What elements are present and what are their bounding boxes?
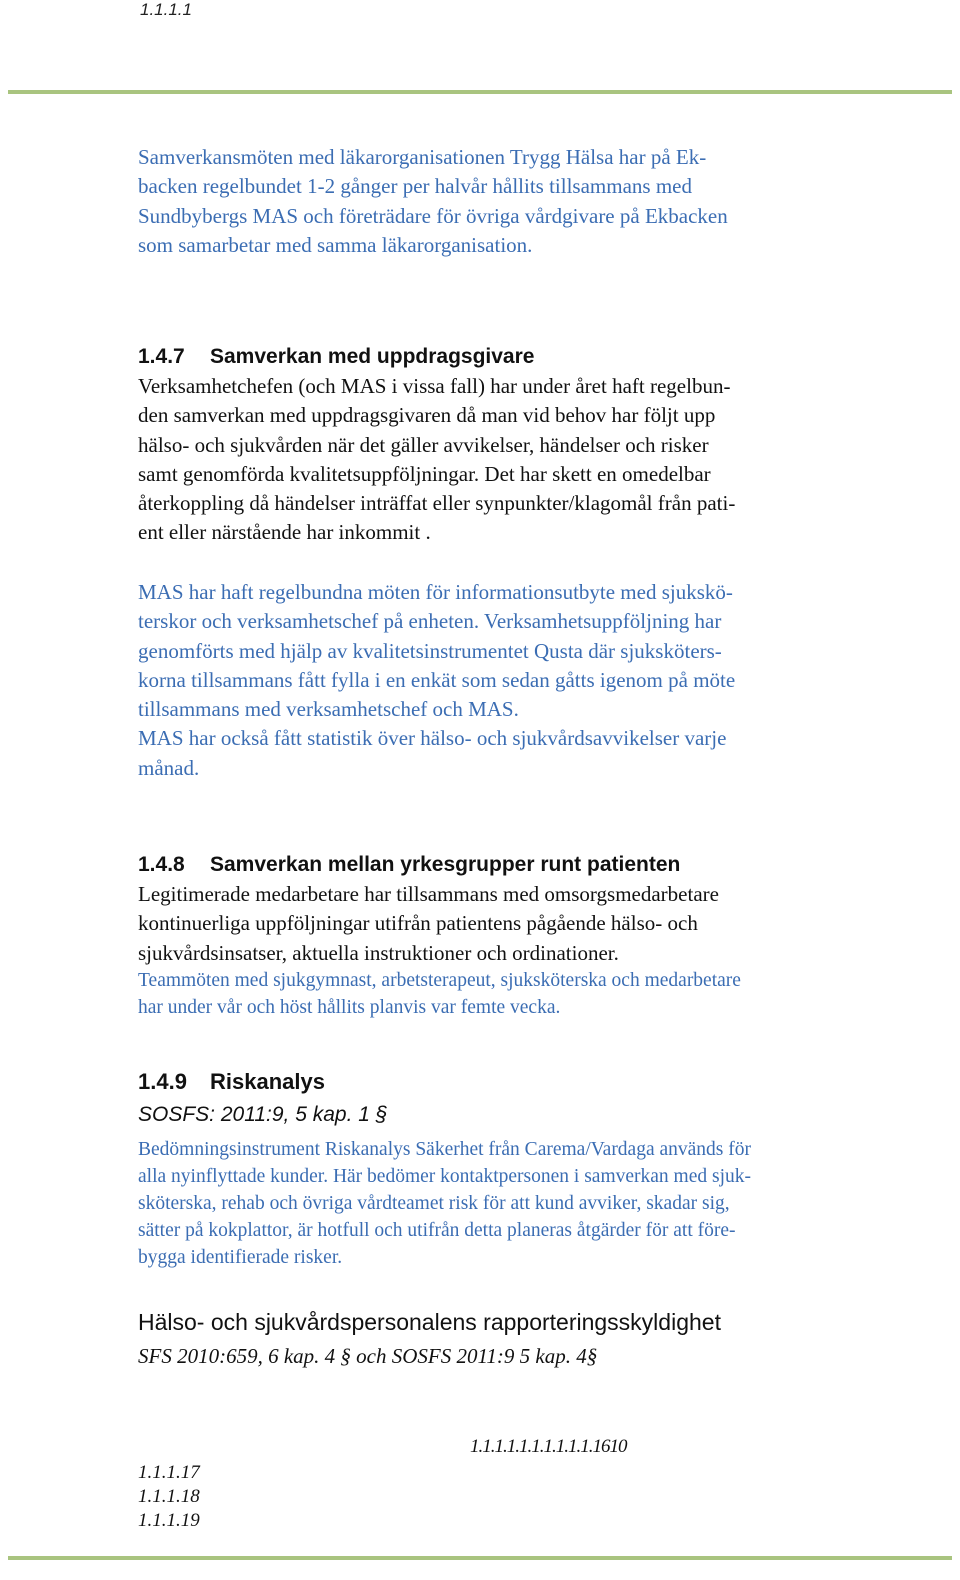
section-number: 1.4.8 — [138, 853, 185, 876]
bottom-divider — [8, 1556, 952, 1560]
section-147-blue-body — [138, 578, 818, 783]
section-heading-149 — [138, 1069, 325, 1095]
section-reporting-reference: SFS 2010:659, 6 kap. 4 § och SOSFS 2011:9 5 kap. 4§ — [138, 1344, 598, 1368]
section-147-body — [138, 372, 818, 548]
section-heading-reporting: Hälso- och sjukvårdspersonalens rapporteringsskyldighet — [138, 1309, 721, 1335]
footer-number: 1.1.1.17 — [138, 1462, 200, 1483]
section-heading-147 — [138, 345, 534, 369]
text-line: alla nyinflyttade kunder. Här bedömer kontaktpersonen i samverkan med sjuk- — [138, 1166, 751, 1187]
text-line: ent eller närstående har inkommit . — [138, 520, 431, 545]
text-line: månad. — [138, 755, 200, 780]
footer-number: 1.1.1.19 — [138, 1510, 200, 1531]
text-line: sjukvårdsinsatser, aktuella instruktioner och ordinationer. — [138, 940, 619, 965]
text-line: MAS har också fått statistik över hälso- och sjukvårdsavvikelser varje — [138, 726, 727, 751]
section-title: Samverkan med uppdragsgivare — [210, 345, 535, 368]
footer-number: 1.1.1.18 — [138, 1486, 200, 1507]
text-line: korna tillsammans fått fylla i en enkät som sedan gåtts igenom på möte — [138, 667, 736, 692]
text-line: backen regelbundet 1-2 gånger per halvår hållits tillsammans med — [138, 174, 692, 199]
intro-paragraph — [138, 143, 818, 260]
text-line: sätter på kokplattor, är hotfull och utifrån detta planeras åtgärder för att före- — [138, 1220, 736, 1241]
section-148-blue-body — [138, 967, 818, 1021]
text-line: Bedömningsinstrument Riskanalys Säkerhet från Carema/Vardaga används för — [138, 1139, 752, 1160]
section-148-body — [138, 880, 818, 968]
text-line: MAS har haft regelbundna möten för informationsutbyte med sjukskö- — [138, 580, 733, 604]
text-line: kontinuerliga uppföljningar utifrån patientens pågående hälso- och — [138, 911, 698, 936]
section-title: Riskanalys — [210, 1069, 325, 1094]
text-line: återkoppling då händelser inträffat eller synpunkter/klagomål från pati- — [138, 491, 736, 516]
text-line: hälso- och sjukvården när det gäller avvikelser, händelser och risker — [138, 432, 709, 457]
text-line: bygga identifierade risker. — [138, 1247, 343, 1268]
text-line: Sundbybergs MAS och företrädare för övriga vårdgivare på Ekbacken — [138, 203, 728, 228]
footer-numbers — [138, 1461, 200, 1533]
header-number: 1.1.1.1 — [140, 0, 192, 19]
text-line: sköterska, rehab och övriga vårdteamet risk för att kund avviker, skadar sig, — [138, 1193, 730, 1214]
text-line: Samverkansmöten med läkarorganisationen Trygg Hälsa har på Ek- — [138, 145, 707, 169]
text-line: samt genomförda kvalitetsuppföljningar. Det har skett en omedelbar — [138, 461, 711, 486]
text-line: Verksamhetchefen (och MAS i vissa fall) har under året haft regelbun- — [138, 374, 731, 398]
section-149-blue-body — [138, 1136, 818, 1271]
text-line: Teammöten med sjukgymnast, arbetsterapeut, sjuksköterska och medarbetare — [138, 970, 741, 991]
section-number: 1.4.9 — [138, 1069, 187, 1094]
text-line: den samverkan med uppdragsgivaren då man vid behov har följt upp — [138, 403, 716, 428]
section-heading-148 — [138, 853, 680, 877]
section-title: Samverkan mellan yrkesgrupper runt patienten — [210, 853, 681, 876]
page-number-overlap: 1.1.1.1.1.1.1.1.1.1.1610 — [470, 1436, 627, 1457]
text-line: som samarbetar med samma läkarorganisation. — [138, 232, 533, 257]
text-line: terskor och verksamhetschef på enheten. Verksamhetsuppföljning har — [138, 609, 722, 634]
text-line: genomförts med hjälp av kvalitetsinstrumentet Qusta där sjuksköters- — [138, 638, 722, 663]
text-line: Legitimerade medarbetare har tillsammans med omsorgsmedarbetare — [138, 882, 719, 906]
section-number: 1.4.7 — [138, 345, 185, 368]
text-line: tillsammans med verksamhetschef och MAS. — [138, 697, 519, 722]
text-line: har under vår och höst hållits planvis var femte vecka. — [138, 997, 561, 1018]
section-149-reference: SOSFS: 2011:9, 5 kap. 1 § — [138, 1103, 388, 1126]
top-divider — [8, 90, 952, 94]
